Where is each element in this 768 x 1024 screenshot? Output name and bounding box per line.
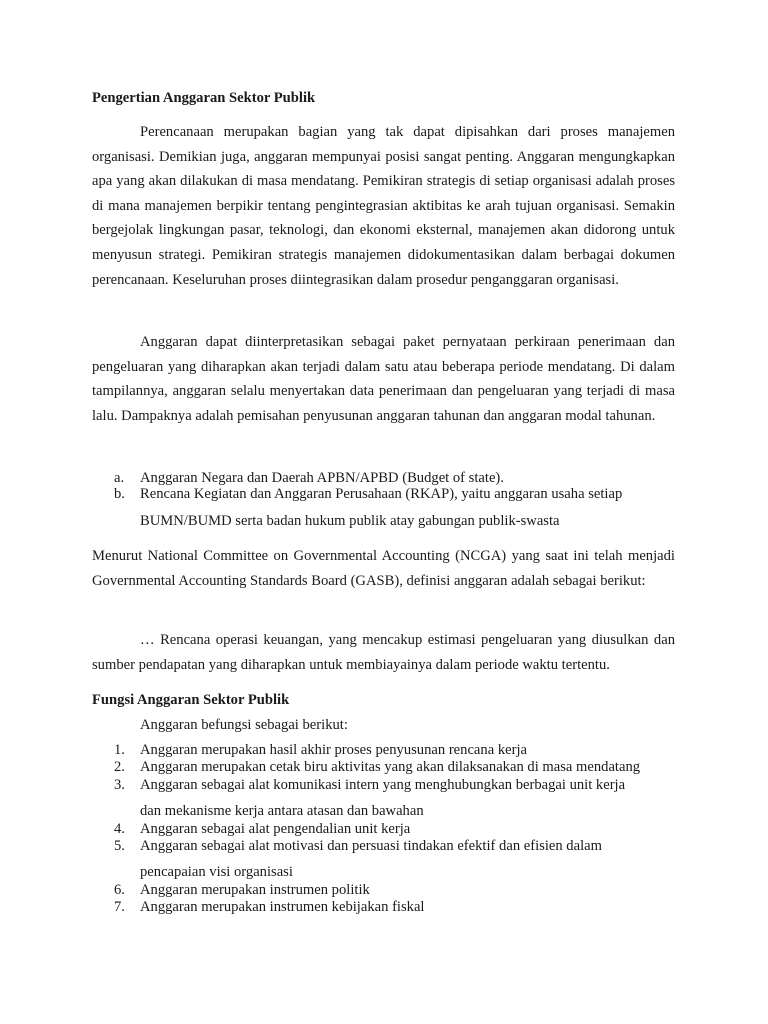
list-item-text: Anggaran sebagai alat komunikasi intern yang menghubungkan berbagai unit kerja [140,776,626,793]
list-marker: 1. [114,742,125,758]
list-item-text: Anggaran merupakan instrumen politik [140,881,370,898]
list-item [92,742,675,759]
list-item-text-continued: BUMN/BUMD serta badan hukum publik atay gabungan publik-swasta [140,513,560,529]
list-item-text: Anggaran merupakan instrumen kebijakan fiskal [140,899,425,916]
paragraph-quote-definisi: … Rencana operasi keuangan, yang mencakup estimasi pengeluaran yang diusulkan dan sumber pendapatan yang diharapkan untuk membiayainya dalam periode waktu tertentu. [92,632,675,673]
paragraph-anggaran-interpretasi: Anggaran dapat diinterpretasikan sebagai paket pernyataan perkiraan penerimaan dan pengeluaran yang diharapkan akan terjadi dalam satu atau beberapa periode mendatang. Di dalam tampilannya, anggaran selalu menyertakan data penerimaan dan pengeluaran yang terjadi di masa lalu. Dampaknya adalah pemisahan penyusunan anggaran tahunan dan anggaran modal tahunan. [92,334,675,424]
list-item [92,899,675,916]
list-item-text-continued: dan mekanisme kerja antara atasan dan bawahan [140,803,424,820]
list-marker: 5. [114,838,125,855]
paragraph-ncga: Menurut National Committee on Governmental Accounting (NCGA) yang saat ini telah menjadi Governmental Accounting Standards Board (GASB), definisi anggaran adalah sebagai berikut: [92,548,675,589]
list-marker: 6. [114,881,125,898]
list-marker: 4. [114,820,125,837]
section-heading-pengertian: Pengertian Anggaran Sektor Publik [92,90,316,106]
list-item-text: Anggaran merupakan hasil akhir proses penyusunan rencana kerja [140,742,527,758]
list-fungsi-anggaran [92,742,675,917]
list-item-text-continued: pencapaian visi organisasi [140,864,293,881]
list-item [92,777,675,821]
list-marker: b. [114,486,125,502]
list-item-text: Anggaran sebagai alat motivasi dan persuasi tindakan efektif dan efisien dalam [140,838,602,855]
section-heading-fungsi: Fungsi Anggaran Sektor Publik [92,692,290,708]
list-item [92,486,675,536]
list-item [92,470,675,486]
list-item-text: Rencana Kegiatan dan Anggaran Perusahaan (RKAP), yaitu anggaran usaha setiap [140,486,623,502]
list-marker: 3. [114,776,125,793]
list-anggaran-jenis [92,470,675,536]
list-marker: a. [114,470,125,486]
list-marker: 7. [114,899,125,916]
list-marker: 2. [114,759,125,776]
paragraph-perencanaan: Perencanaan merupakan bagian yang tak dapat dipisahkan dari proses manajemen organisasi. Demikian juga, anggaran mempunyai posisi sangat penting. Anggaran mengungkapkan apa yang akan dilakukan di masa mendatang. Pemikiran strategis di setiap organisasi adalah proses di mana manajemen berpikir tentang pengintegrasian aktibitas ke arah tujuan organisasi. Semakin bergejolak lingkungan pasar, teknologi, dan ekonomi eksternal, manajemen akan didorong untuk menyusun strategi. Pemikiran strategis manajemen didokumentasikan dalam berbagai dokumen perencanaan. Keseluruhan proses diintegrasikan dalam prosedur penganggaran organisasi. [92,124,675,288]
list-item [92,759,675,776]
list-item-text: Anggaran sebagai alat pengendalian unit kerja [140,820,411,837]
list-item-text: Anggaran merupakan cetak biru aktivitas yang akan dilaksanakan di masa mendatang [140,759,641,776]
list-item [92,882,675,899]
list-item-text: Anggaran Negara dan Daerah APBN/APBD (Budget of state). [140,470,504,486]
paragraph-fungsi-intro: Anggaran befungsi sebagai berikut: [140,717,348,733]
list-item [92,821,675,838]
list-item [92,838,675,882]
